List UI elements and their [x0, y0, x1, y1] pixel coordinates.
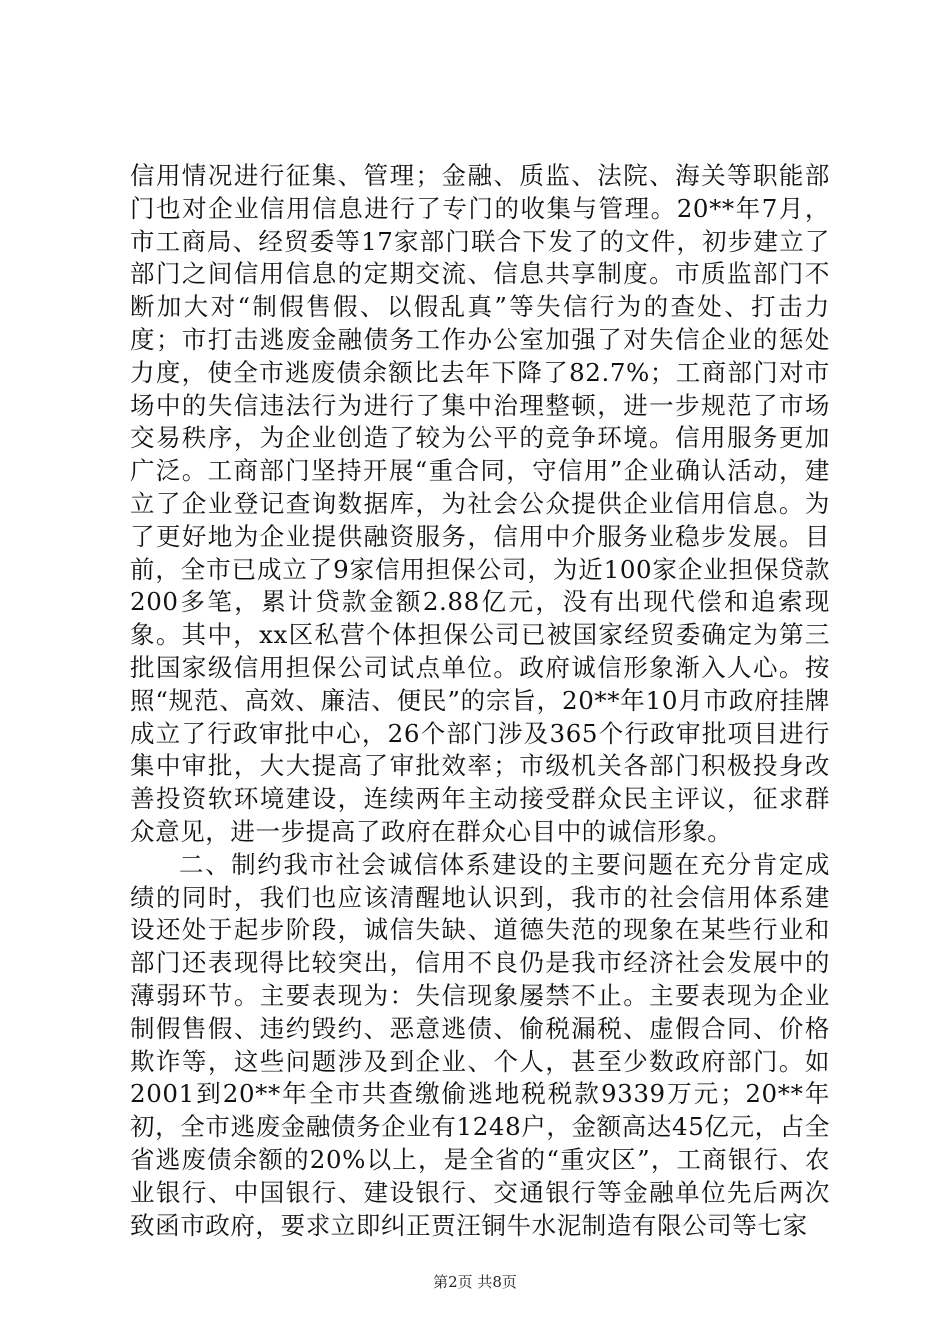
paragraph-1: 信用情况进行征集、管理；金融、质监、法院、海关等职能部门也对企业信用信息进行了专门的收集与管理。20**年7月，市工商局、经贸委等17家部门联合下发了的文件，初步建立了部门之间信用信息的定期交流、信息共享制度。市质监部门不断加大对“制假售假、以假乱真”等失信行为的查处、打击力度；市打击逃废金融债务工作办公室加强了对失信企业的惩处力度，使全市逃废债余额比去年下降了82.7%；工商部门对市场中的失信违法行为进行了集中治理整顿，进一步规范了市场交易秩序，为企业创造了较为公平的竞争环境。信用服务更加广泛。工商部门坚持开展“重合同，守信用”企业确认活动，建立了企业登记查询数据库，为社会公众提供企业信用信息。为了更好地为企业提供融资服务，信用中介服务业稳步发展。目前，全市已成立了9家信用担保公司，为近100家企业担保贷款200多笔，累计贷款金额2.88亿元，没有出现代偿和追索现象。其中，xx区私营个体担保公司已被国家经贸委确定为第三批国家级信用担保公司试点单位。政府诚信形象渐入人心。按照“规范、高效、廉洁、便民”的宗旨，20**年10月市政府挂牌成立了行政审批中心，26个部门涉及365个行政审批项目进行集中审批，大大提高了审批效率；市级机关各部门积极投身改善投资软环境建设，连续两年主动接受群众民主评议，征求群众意见，进一步提高了政府在群众心目中的诚信形象。 — [130, 161, 830, 846]
page-footer: 第2页 共8页 — [433, 1273, 517, 1291]
document-body — [130, 160, 830, 1242]
paragraph-2: 二、制约我市社会诚信体系建设的主要问题在充分肯定成绩的同时，我们也应该清醒地认识到，我市的社会信用体系建设还处于起步阶段，诚信失缺、道德失范的现象在某些行业和部门还表现得比较突出，信用不良仍是我市经济社会发展中的薄弱环节。主要表现为：失信现象屡禁不止。主要表现为企业制假售假、违约毁约、恶意逃债、偷税漏税、虚假合同、价格欺诈等，这些问题涉及到企业、个人，甚至少数政府部门。如2001到20**年全市共查缴偷逃地税税款9339万元；20**年初，全市逃废金融债务企业有1248户，金额高达45亿元，占全省逃废债余额的20%以上，是全省的“重灾区”，工商银行、农业银行、中国银行、建设银行、交通银行等金融单位先后两次致函市政府，要求立即纠正贾汪铜牛水泥制造有限公司等七家 — [130, 849, 830, 1240]
